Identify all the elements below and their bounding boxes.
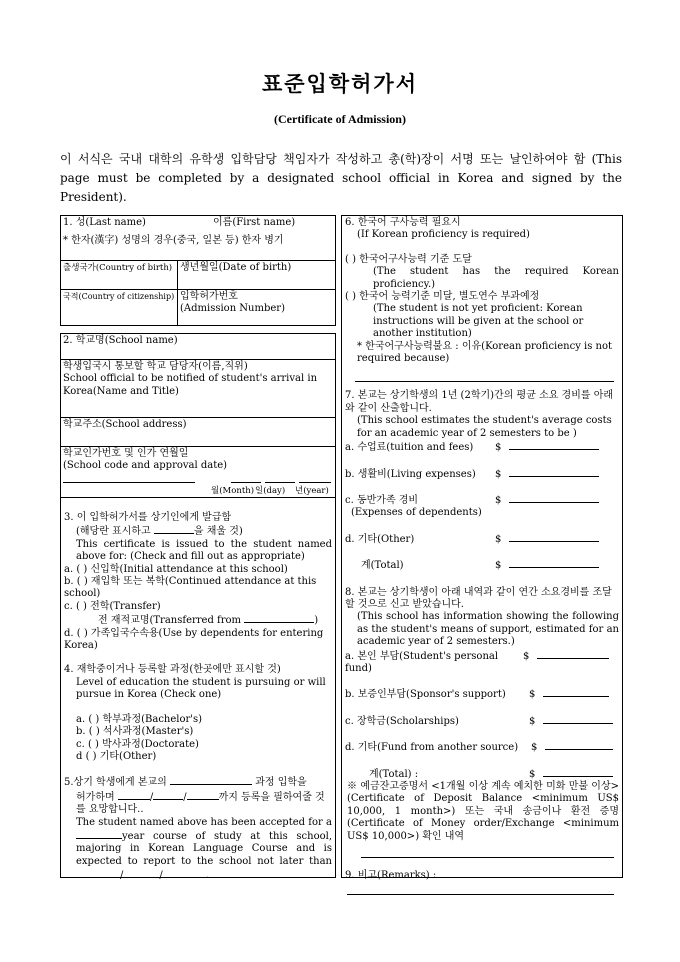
reg-month-input[interactable] — [118, 790, 150, 800]
document-title: 표준입학허가서 — [261, 71, 418, 96]
section-6-heading-en: (If Korean proficiency is required) — [357, 229, 530, 241]
cost-label: c. 동반가족 경비 — [345, 494, 419, 506]
school-name-field[interactable] — [61, 334, 335, 359]
transferred-from-input[interactable] — [244, 613, 314, 623]
deposit-confirmation-input-line[interactable] — [361, 857, 614, 858]
school-name-label: 2. 학교명(School name) — [63, 335, 178, 346]
cost-input[interactable] — [509, 558, 599, 568]
option-bachelor[interactable]: a. ( ) 학부과정(Bachelor's) — [76, 713, 203, 725]
section-5 — [64, 775, 332, 882]
admission-number-label-en: (Admission Number) — [180, 303, 285, 315]
school-code-label-ko: 학교인가번호 및 인가 연월일 — [63, 448, 189, 459]
section-1-personal-info — [60, 215, 336, 326]
year-label: 년(year) — [295, 485, 329, 496]
intro-instructions: 이 서식은 국내 대학의 유학생 입학담당 책임자가 작성하고 총(학)장이 서명 또는 날인하여야 함 (This page must be completed by a designated school official in Korea and signed by the President). — [60, 152, 622, 204]
reg-year-input[interactable] — [187, 790, 219, 800]
option-proficient[interactable]: ( ) 한국어구사능력 기준 도달 — [345, 253, 472, 265]
section-5-text-ko-3: 를 요망합니다.. — [76, 804, 144, 816]
support-total — [345, 767, 619, 781]
school-address-field[interactable] — [61, 417, 335, 446]
paren-close: ) — [314, 615, 319, 627]
cost-dependents — [345, 493, 619, 507]
section-8 — [345, 587, 619, 859]
remarks-input-line-2[interactable] — [347, 894, 614, 895]
month-input-line[interactable] — [231, 473, 261, 483]
cost-label: 계(Total) — [361, 560, 404, 572]
cost-input[interactable] — [509, 440, 599, 450]
section-9 — [345, 868, 619, 895]
cost-label-sub: (Expenses of dependents) — [351, 507, 482, 519]
section-4-heading-ko: 4. 재학중이거나 등록할 과정(한곳에만 표시할 것) — [64, 664, 281, 676]
date-of-birth-label: 생년월일(Date of birth) — [180, 262, 292, 273]
section-3-5-box — [60, 497, 336, 882]
dollar-sign: $ — [529, 689, 536, 701]
remarks-input[interactable] — [440, 868, 614, 878]
dollar-sign: $ — [495, 442, 502, 454]
citizenship-field[interactable] — [61, 289, 177, 325]
school-address-label: 학교주소(School address) — [63, 419, 187, 430]
section-4 — [64, 664, 332, 763]
cost-label: b. 생활비(Living expenses) — [345, 468, 476, 480]
support-input[interactable] — [537, 649, 609, 659]
support-input[interactable] — [543, 687, 609, 697]
section-8-heading-ko: 8. 본교는 상기학생이 아래 내역과 같이 연간 소요경비를 조달할 것으로 신고 받았습니다. — [345, 586, 612, 610]
hanja-note: * 한자(漢字) 성명의 경우(중국, 일본 등) 한자 병기 — [63, 235, 284, 247]
slash: / — [120, 870, 124, 882]
cost-input[interactable] — [509, 467, 599, 477]
report-year-input[interactable] — [166, 868, 206, 878]
section-4-heading-en: Level of education the student is pursuing or will pursue in Korea (Check one) — [76, 676, 326, 701]
course-input[interactable] — [170, 775, 252, 785]
section-5-text-en-1: The student named above has been accepted for a — [76, 816, 332, 828]
option-other[interactable]: d ( ) 기타(Other) — [76, 750, 157, 762]
support-input[interactable] — [543, 767, 613, 777]
school-code-input-line[interactable] — [63, 473, 195, 483]
reg-day-input[interactable] — [153, 790, 183, 800]
country-of-birth-field[interactable] — [61, 260, 177, 289]
support-personal — [345, 649, 619, 676]
option-doctorate[interactable]: c. ( ) 박사과정(Doctorate) — [76, 738, 199, 750]
option-transfer[interactable]: c. ( ) 전학(Transfer) — [64, 600, 161, 612]
admission-number-label-ko: 입학허가번호 — [180, 291, 238, 302]
option-continued-attendance[interactable]: b. ( ) 재입학 또는 복학(Continued attendance at this school) — [64, 576, 317, 600]
reason-input-line[interactable] — [355, 381, 614, 382]
slash: / — [149, 791, 154, 803]
school-official-field[interactable] — [61, 359, 335, 417]
last-name-label: 1. 성(Last name) — [63, 217, 146, 228]
dollar-sign: $ — [531, 742, 538, 754]
section-5-text-ko-b: 과정 입학을 — [255, 777, 307, 789]
first-name-label: 이름(First name) — [213, 217, 296, 228]
dollar-sign: $ — [529, 715, 536, 727]
cost-label: a. 수업료(tuition and fees) — [345, 442, 474, 454]
proficiency-not-required-note: * 한국어구사능력불요 : 이유(Korean proficiency is not required because) — [357, 340, 613, 365]
school-code-label-en: (School code and approval date) — [63, 460, 228, 472]
name-field[interactable] — [61, 216, 335, 260]
day-input-line[interactable] — [265, 473, 295, 483]
section-3-instruction-ko-end: 을 채울 것) — [193, 526, 243, 538]
date-of-birth-field[interactable] — [177, 260, 335, 289]
section-3 — [64, 512, 332, 652]
option-initial-attendance[interactable]: a. ( ) 신입학(Initial attendance at this school) — [64, 563, 288, 575]
remarks-label: 9. 비고(Remarks) : — [345, 870, 437, 882]
support-input[interactable] — [545, 740, 613, 750]
years-input[interactable] — [76, 829, 122, 839]
section-5-text-ko-2b: 까지 등록을 필하여줄 것 — [218, 791, 325, 803]
citizenship-label: 국적(Country of citizenship) — [63, 292, 175, 301]
school-official-label-en: School official to be notified of student's arrival in Korea(Name and Title) — [63, 373, 318, 397]
support-input[interactable] — [543, 714, 613, 724]
country-of-birth-label: 출생국가(Country of birth) — [63, 263, 173, 273]
section-7 — [345, 390, 619, 586]
support-label: d. 기타(Fund from another source) — [345, 742, 519, 754]
option-not-proficient-en: (The student is not yet proficient: Korean instructions will be given at the school or another institution) — [373, 303, 584, 340]
section-5-text-ko: 5.상기 학생에게 본교의 — [64, 777, 167, 789]
cost-total — [345, 558, 619, 572]
dollar-sign: $ — [495, 494, 502, 506]
report-day-input[interactable] — [123, 868, 159, 878]
dollar-sign: $ — [495, 468, 502, 480]
section-5-text-ko-2a: 허가하며 — [76, 791, 115, 803]
year-input-line[interactable] — [299, 473, 331, 483]
support-label: 계(Total) : — [369, 768, 419, 780]
support-sponsor — [345, 687, 619, 701]
cost-other — [345, 532, 619, 546]
admission-number-field[interactable] — [177, 289, 335, 325]
dollar-sign: $ — [495, 560, 502, 572]
dollar-sign: $ — [495, 533, 502, 545]
section-8-heading-en: (This school has information showing the following as the student's means of support, estimated for an academic year of 2 semesters.) — [357, 611, 619, 648]
option-dependents[interactable]: d. ( ) 가족입국수속용(Use by dependents for entering Korea) — [64, 627, 324, 652]
support-label: c. 장학금(Scholarships) — [345, 715, 459, 727]
day-label: 일(day) — [255, 485, 286, 496]
deposit-balance-note: ※ 예금잔고증명서 <1개월 이상 계속 예치한 미화 만불 이상>(Certificate of Deposit Balance <minimum US$ 10,000, 1 month>) 또는 국내 송금이나 환전 증명 (Certificate of Money order/Exchange <minimum US$ 10,000>) 확인 내역 — [347, 781, 619, 842]
cost-tuition — [345, 440, 619, 454]
support-other — [345, 740, 619, 754]
transferred-from-label: 전 재적교명(Transferred from — [98, 615, 242, 627]
section-5-text-en-2: year course of study at this school, majoring in Korean Language Course and is expected to report to the school not later than — [76, 830, 332, 867]
school-official-label-ko: 학생입국시 통보할 학교 담당자(이름,직위) — [63, 361, 248, 372]
support-label: b. 보증인부담(Sponsor's support) — [345, 689, 506, 701]
option-not-proficient[interactable]: ( ) 한국어 능력기준 미달, 별도연수 부과예정 — [345, 291, 540, 303]
slash: / — [183, 791, 187, 803]
section-7-heading-en: (This school estimates the student's average costs for an academic year of 2 semesters to be ) — [357, 415, 612, 439]
cost-input[interactable] — [509, 493, 599, 503]
section-3-heading-ko: 3. 이 입학허가서를 상기인에게 발급함 — [64, 512, 232, 523]
school-code-field[interactable] — [61, 446, 335, 497]
section-6 — [345, 217, 619, 382]
month-label: 월(Month) — [211, 485, 255, 496]
section-3-instruction-ko: (해당란 표시하고 — [76, 526, 151, 538]
cost-living — [345, 467, 619, 481]
section-6-9-box — [341, 215, 623, 882]
cost-label: d. 기타(Other) — [345, 533, 415, 545]
slash: / — [159, 870, 163, 882]
document-subtitle: (Certificate of Admission) — [274, 112, 406, 126]
period: . — [205, 870, 210, 882]
section-3-heading-en: This certificate is issued to the student named above for: (Check and fill out as appropriate) — [76, 538, 332, 563]
option-master[interactable]: b. ( ) 석사과정(Master's) — [76, 726, 194, 738]
dollar-sign: $ — [529, 768, 536, 780]
support-scholarships — [345, 714, 619, 728]
section-2-school-info — [60, 333, 336, 498]
option-proficient-en: (The student has the required Korean proficiency.) — [373, 266, 619, 290]
cost-input[interactable] — [509, 532, 599, 542]
dollar-sign: $ — [523, 650, 530, 662]
section-6-heading-ko: 6. 한국어 구사능력 필요시 — [345, 217, 461, 228]
section-7-heading-ko: 7. 본교는 상기학생의 1년 (2학기)간의 평균 소요 경비를 아래와 같이 산출합니다. — [345, 390, 614, 414]
report-month-input[interactable] — [76, 868, 120, 878]
support-label: a. 본인 부담(Student's personal fund) — [345, 650, 499, 674]
